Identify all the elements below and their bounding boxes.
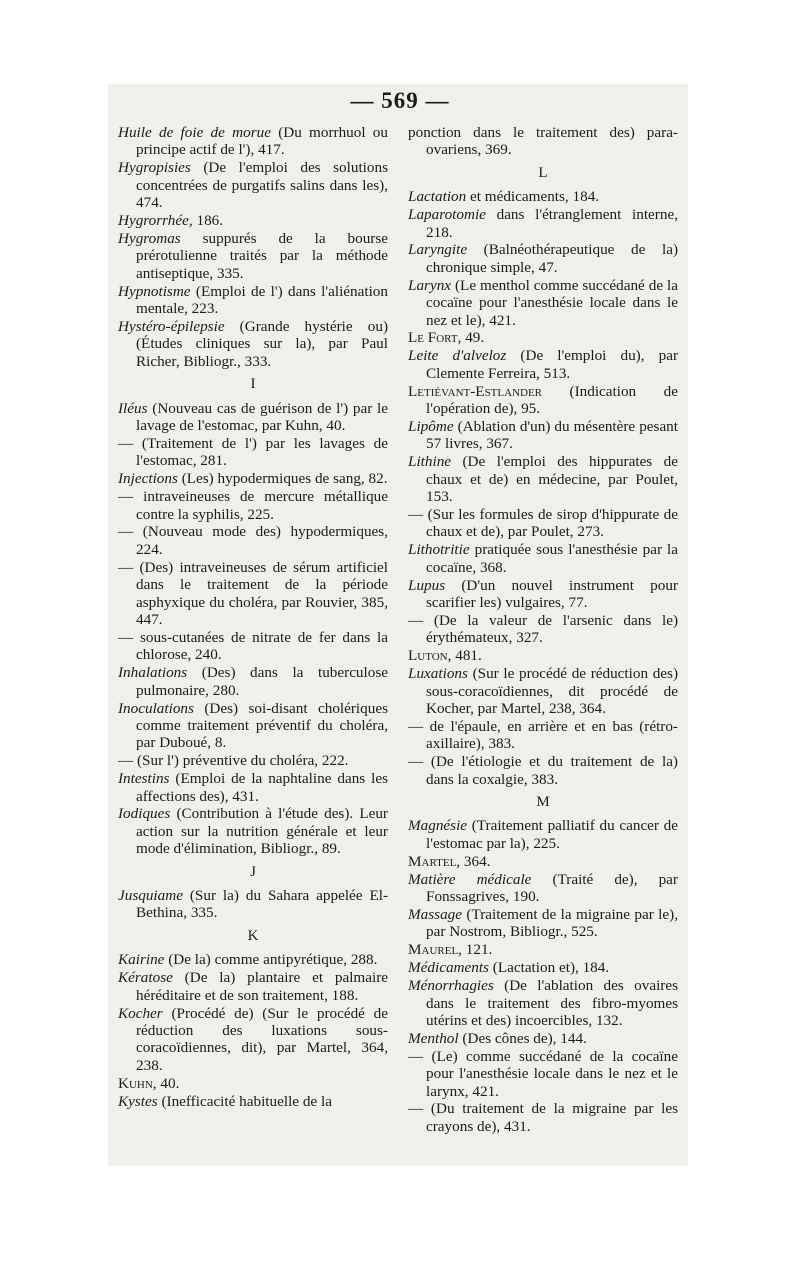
section-letter: K — [247, 927, 259, 944]
entry-text: (Traitement palliatif du cancer de l'estomac par la), 225. — [426, 817, 678, 852]
entry-term: Hygromas — [118, 229, 181, 247]
entry-text: — intraveineuses de mercure métallique contre la syphilis, 225. — [118, 488, 388, 523]
entry-text: suppurés de la bourse prérotulienne traités par la méthode antiseptique, 335. — [136, 229, 388, 282]
entry-term: Médicaments — [408, 959, 489, 977]
index-entry — [408, 541, 678, 576]
index-entry — [118, 1093, 388, 1110]
entry-text: (De l'ablation des ovaires dans le traitement des fibro-myomes utérins et des) incoercibles, 132. — [426, 977, 678, 1029]
entry-text: (Le menthol comme succédané de la cocaïne pour l'anesthésie locale dans le nez et le), 421. — [426, 276, 678, 329]
entry-text: (De l'emploi des solutions concentrées de purgatifs salins dans les), 474. — [136, 159, 388, 212]
index-entry — [408, 577, 678, 612]
entry-term: Magnésie — [408, 817, 468, 835]
index-entry — [118, 969, 388, 1004]
entry-text: — (Sur les formules de sirop d'hippurate de chaux et de), par Poulet, 273. — [408, 506, 678, 541]
entry-text: — (Du traitement de la migraine par les crayons de), 431. — [408, 1100, 678, 1135]
index-entry — [408, 941, 678, 958]
index-entry — [408, 612, 678, 647]
entry-text: 49. — [461, 329, 485, 347]
index-entry — [118, 212, 388, 229]
section-letter: I — [250, 376, 256, 393]
entry-term: Lupus — [408, 576, 446, 594]
entry-term: Lactation — [408, 188, 467, 206]
section-letter: J — [250, 863, 256, 880]
index-entry — [118, 283, 388, 318]
entry-text: (Sur le procédé de réduction des) sous-coracoïdiennes, dit procédé de Kocher, par Martel, 238, 364. — [426, 665, 678, 717]
entry-text: pratiquée sous l'anesthésie par la cocaïne, 368. — [426, 541, 678, 576]
index-entry — [408, 959, 678, 976]
entry-text: — (Nouveau mode des) hypodermiques, 224. — [118, 523, 388, 558]
entry-term: Kuhn, — [118, 1074, 157, 1092]
entry-text: — (Traitement de l') par les lavages de l'estomac, 281. — [118, 434, 388, 470]
index-entry — [118, 700, 388, 752]
entry-text: dans l'étranglement interne, 218. — [426, 206, 678, 241]
index-entry — [408, 1030, 678, 1047]
entry-term: Hystéro-épilepsie — [118, 317, 225, 335]
entry-term: Maurel, — [408, 941, 462, 959]
index-entry — [408, 871, 678, 906]
entry-text: (De la) comme antipyrétique, 288. — [164, 951, 378, 969]
entry-text: 364. — [460, 852, 491, 870]
entry-term: Martel, — [408, 852, 461, 870]
index-entry — [118, 435, 388, 470]
entry-term: Iodiques — [118, 805, 171, 823]
right-column — [408, 124, 678, 1136]
entry-term: Le Fort, — [408, 329, 462, 347]
index-entry — [118, 887, 388, 922]
entry-term: Lithotritie — [408, 541, 470, 559]
entry-text: — (De la valeur de l'arsenic dans le) érythémateux, 327. — [408, 611, 678, 647]
entry-text: (De l'emploi des hippurates de chaux et de) en médecine, par Poulet, 153. — [426, 453, 678, 506]
entry-text: (Indication de l'opération de), 95. — [426, 382, 678, 418]
entry-text: 481. — [451, 647, 482, 665]
index-entry — [118, 1075, 388, 1092]
entry-term: Larynx — [408, 276, 452, 294]
index-entry — [408, 329, 678, 346]
index-entry — [408, 1048, 678, 1100]
entry-term: Luxations — [408, 665, 468, 683]
index-entry — [408, 206, 678, 241]
entry-text: (Traitement de la migraine par le), par Nostrom, Bibliogr., 525. — [426, 905, 678, 941]
entry-text: (Du morrhuol ou principe actif de l'), 417. — [136, 124, 388, 159]
entry-text: (Nouveau cas de guérison de l') par le lavage de l'estomac, par Kuhn, 40. — [136, 399, 388, 434]
entry-text: (Contribution à l'étude des). Leur action sur la nutrition générale et leur mode d'élimination, Bibliogr., 89. — [136, 805, 388, 858]
entry-text: 121. — [461, 941, 493, 959]
section-letter: L — [538, 164, 548, 181]
entry-text: — de l'épaule, en arrière et en bas (rétro-axillaire), 383. — [408, 717, 678, 753]
entry-term: Menthol — [408, 1029, 459, 1047]
entry-text: (Lactation et), 184. — [488, 959, 610, 977]
entry-term: Leite d'alveloz — [408, 347, 507, 365]
entry-text: — (Sur l') préventive du choléra, 222. — [118, 752, 349, 770]
index-entry — [118, 400, 388, 435]
index-entry — [408, 665, 678, 717]
index-entry — [408, 817, 678, 852]
entry-term: Injections — [118, 470, 178, 488]
index-entry — [118, 1005, 388, 1075]
index-entry — [118, 523, 388, 558]
entry-term: Huile de foie de morue — [118, 124, 271, 141]
entry-text: (Emploi de l') dans l'aliénation mentale, 223. — [136, 282, 388, 318]
entry-text: (De l'emploi du), par Clemente Ferreira, 513. — [426, 347, 679, 382]
index-entry — [408, 977, 678, 1029]
entry-text: ponction dans le traitement des) para-ovariens, 369. — [408, 124, 678, 159]
index-entry — [118, 318, 388, 370]
index-entry — [408, 753, 678, 788]
index-entry — [408, 241, 678, 276]
index-entry — [408, 906, 678, 941]
entry-term: Lipôme — [408, 418, 454, 435]
index-entry — [118, 770, 388, 805]
entry-term: Massage — [408, 905, 462, 923]
entry-term: Kystes — [118, 1092, 158, 1110]
index-entry — [118, 951, 388, 968]
entry-text: (D'un nouvel instrument pour scarifier les) vulgaires, 77. — [426, 576, 678, 612]
index-entry — [408, 383, 678, 418]
entry-text: (Procédé de) (Sur le procédé de réduction des luxations sous-coracoïdiennes, dit), par Martel, 364, 238. — [136, 1004, 388, 1074]
entry-text: (Inefficacité habituelle de la — [157, 1092, 332, 1110]
index-entry — [408, 188, 678, 205]
index-entry — [408, 124, 678, 159]
index-entry — [118, 230, 388, 282]
index-entry — [408, 347, 678, 382]
index-entry — [408, 1100, 678, 1135]
entry-text: 40. — [156, 1074, 180, 1092]
index-entry — [118, 805, 388, 857]
index-entry — [408, 718, 678, 753]
entry-text: (Balnéothérapeutique de la) chronique simple, 47. — [426, 241, 678, 276]
entry-term: Kairine — [118, 951, 165, 969]
entry-text: (Grande hystérie ou) (Études cliniques sur la), par Paul Richer, Bibliogr., 333. — [136, 317, 388, 370]
entry-term: Jusquiame — [118, 887, 183, 905]
entry-text: (Les) hypodermiques de sang, 82. — [177, 470, 388, 488]
entry-text: (Des) dans la tuberculose pulmonaire, 280. — [136, 664, 388, 699]
entry-term: Inhalations — [118, 664, 188, 682]
entry-text: (Emploi de la naphtaline dans les affections des), 431. — [136, 770, 388, 805]
entry-term: Luton, — [408, 647, 452, 665]
entry-text: et médicaments, 184. — [466, 188, 600, 206]
index-entry — [118, 664, 388, 699]
index-entry — [118, 488, 388, 523]
entry-text: (De la) plantaire et palmaire héréditaire et de son traitement, 188. — [136, 969, 388, 1004]
entry-text: — sous-cutanées de nitrate de fer dans la chlorose, 240. — [118, 628, 388, 664]
entry-term: Letiévant-Estlander — [408, 382, 543, 400]
entry-text: (Ablation d'un) du mésentère pesant 57 livres, 367. — [426, 418, 678, 453]
entry-text: — (Des) intraveineuses de sérum artificiel dans le traitement de la période asphyxique du choléra, par Rouvier, 385, 447. — [118, 558, 388, 628]
index-entry — [118, 559, 388, 629]
entry-text: 186. — [192, 212, 224, 230]
entry-term: Hypnotisme — [118, 282, 191, 300]
entry-term: Hygrorrhée, — [118, 212, 193, 230]
entry-term: Inoculations — [118, 699, 194, 717]
entry-text: (Des cônes de), 144. — [458, 1029, 587, 1047]
entry-term: Kocher — [118, 1004, 163, 1022]
entry-term: Matière médicale — [408, 870, 532, 888]
index-entry — [118, 752, 388, 769]
page-number: — 569 — — [350, 88, 450, 113]
index-entry — [408, 453, 678, 505]
index-entry — [408, 853, 678, 870]
entry-term: Laryngite — [408, 241, 468, 259]
index-entry — [408, 277, 678, 329]
entry-term: Ménorrhagies — [408, 977, 494, 995]
entry-text: — (De l'étiologie et du traitement de la) dans la coxalgie, 383. — [408, 753, 678, 788]
entry-term: Lithine — [408, 453, 452, 471]
index-entry — [408, 418, 678, 453]
index-entry — [118, 159, 388, 211]
section-letter: M — [536, 794, 550, 811]
entry-term: Iléus — [118, 399, 148, 417]
index-entry — [118, 470, 388, 487]
index-entry — [118, 124, 388, 159]
index-entry — [118, 629, 388, 664]
entry-term: Laparotomie — [408, 206, 486, 224]
index-entry — [408, 506, 678, 541]
entry-text: (Des) soi-disant cholériques comme traitement préventif du choléra, par Duboué, 8. — [136, 699, 388, 752]
entry-text: (Sur la) du Sahara appelée El-Bethina, 335. — [136, 887, 388, 922]
entry-text: — (Le) comme succédané de la cocaïne pour l'anesthésie locale dans le nez et le larynx, 421. — [408, 1047, 678, 1100]
index-entry — [408, 647, 678, 664]
entry-term: Hygropisies — [118, 159, 191, 177]
entry-text: (Traité de), par Fonssagrives, 190. — [426, 870, 678, 906]
entry-term: Kératose — [118, 969, 173, 987]
entry-term: Intestins — [118, 770, 170, 788]
left-column — [118, 124, 388, 1110]
